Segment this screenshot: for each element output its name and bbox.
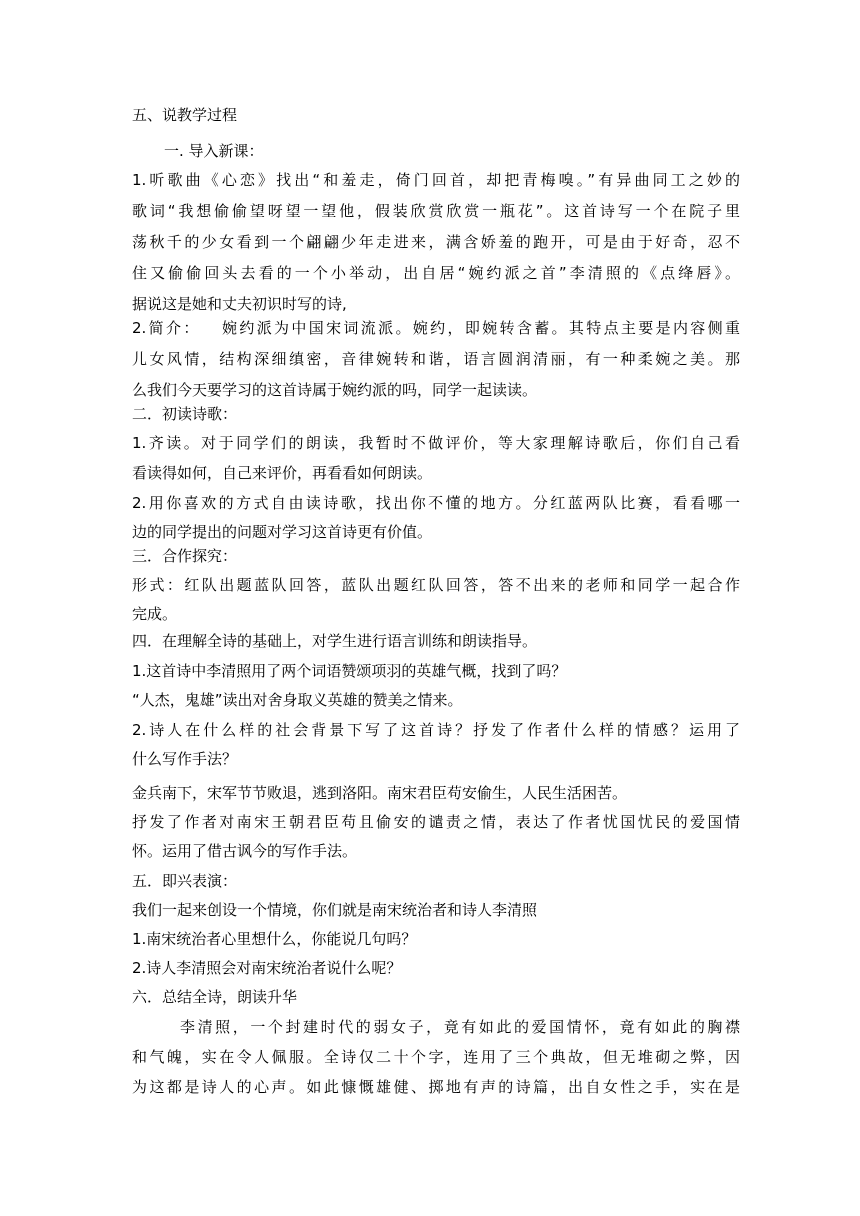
paragraph-line: 荡秋千的少女看到一个翩翩少年走进来，满含娇羞的跑开，可是由于好奇，忍不: [132, 233, 740, 251]
section-heading: 四．在理解全诗的基础上，对学生进行语言训练和朗读指导。: [132, 632, 538, 650]
paragraph-line: 完成。: [132, 605, 178, 623]
paragraph-line: 据说这是她和丈夫初识时写的诗,: [132, 295, 347, 313]
section-heading: 五、说教学过程: [132, 106, 238, 124]
paragraph-line: 金兵南下，宋军节节败退，逃到洛阳。南宋君臣苟安偷生，人民生活困苦。: [132, 784, 628, 802]
paragraph-line: 抒发了作者对南宋王朝君臣苟且偷安的谴责之情，表达了作者忧国忧民的爱国情: [132, 813, 740, 831]
section-heading: 二．初读诗歌：: [132, 405, 238, 423]
paragraph-line: 2.用你喜欢的方式自由读诗歌，找出你不懂的地方。分红蓝两队比赛，看看哪一: [132, 494, 740, 512]
paragraph-line: 1.齐读。对于同学们的朗读，我暂时不做评价，等大家理解诗歌后，你们自己看: [132, 434, 740, 452]
section-heading: 五．即兴表演：: [132, 872, 238, 890]
paragraph-line: 为这都是诗人的心声。如此慷慨雄健、掷地有声的诗篇，出自女性之手，实在是: [132, 1078, 740, 1096]
paragraph-line: 1.听歌曲《心恋》找出“和羞走，倚门回首，却把青梅嗅。”有异曲同工之妙的: [132, 171, 740, 189]
paragraph-line: 1.南宋统治者心里想什么，你能说几句吗？: [132, 930, 417, 948]
paragraph-line: 么我们今天要学习的这首诗属于婉约派的吗，同学一起读读。: [132, 381, 538, 399]
paragraph-line: 形式：红队出题蓝队回答，蓝队出题红队回答，答不出来的老师和同学一起合作: [132, 576, 740, 594]
paragraph-line: 2.简介： 婉约派为中国宋词流派。婉约，即婉转含蓄。其特点主要是内容侧重: [132, 319, 740, 337]
subsection-heading: 一. 导入新课：: [164, 142, 264, 160]
paragraph-line: 1.这首诗中李清照用了两个词语赞颂项羽的英雄气概，找到了吗？: [132, 662, 567, 680]
paragraph-line: 李清照，一个封建时代的弱女子，竟有如此的爱国情怀，竟有如此的胸襟: [180, 1018, 740, 1036]
paragraph-line: 和气魄，实在令人佩服。全诗仅二十个字，连用了三个典故，但无堆砌之弊，因: [132, 1048, 740, 1066]
paragraph-line: 住又偷偷回头去看的一个小举动，出自居“婉约派之首”李清照的《点绛唇》。: [132, 264, 740, 282]
paragraph-line: 2.诗人在什么样的社会背景下写了这首诗？抒发了作者什么样的情感？运用了: [132, 721, 740, 739]
paragraph-line: 怀。运用了借古讽今的写作手法。: [132, 842, 358, 860]
paragraph-line: 儿女风情，结构深细缜密，音律婉转和谐，语言圆润清丽，有一种柔婉之美。那: [132, 350, 740, 368]
section-heading: 三．合作探究：: [132, 547, 238, 565]
paragraph-line: 什么写作手法？: [132, 750, 238, 768]
paragraph-line: 看读得如何，自己来评价，再看看如何朗读。: [132, 464, 433, 482]
paragraph-line: 歌词“我想偷偷望呀望一望他，假装欣赏欣赏一瓶花”。这首诗写一个在院子里: [132, 202, 740, 220]
paragraph-line: 2.诗人李清照会对南宋统治者说什么呢？: [132, 959, 402, 977]
section-heading: 六．总结全诗，朗读升华: [132, 988, 298, 1006]
paragraph-line: 边的同学提出的问题对学习这首诗更有价值。: [132, 523, 433, 541]
paragraph-line: “人杰，鬼雄”读出对舍身取义英雄的赞美之情来。: [132, 691, 463, 709]
paragraph-line: 我们一起来创设一个情境，你们就是南宋统治者和诗人李清照: [132, 901, 538, 919]
